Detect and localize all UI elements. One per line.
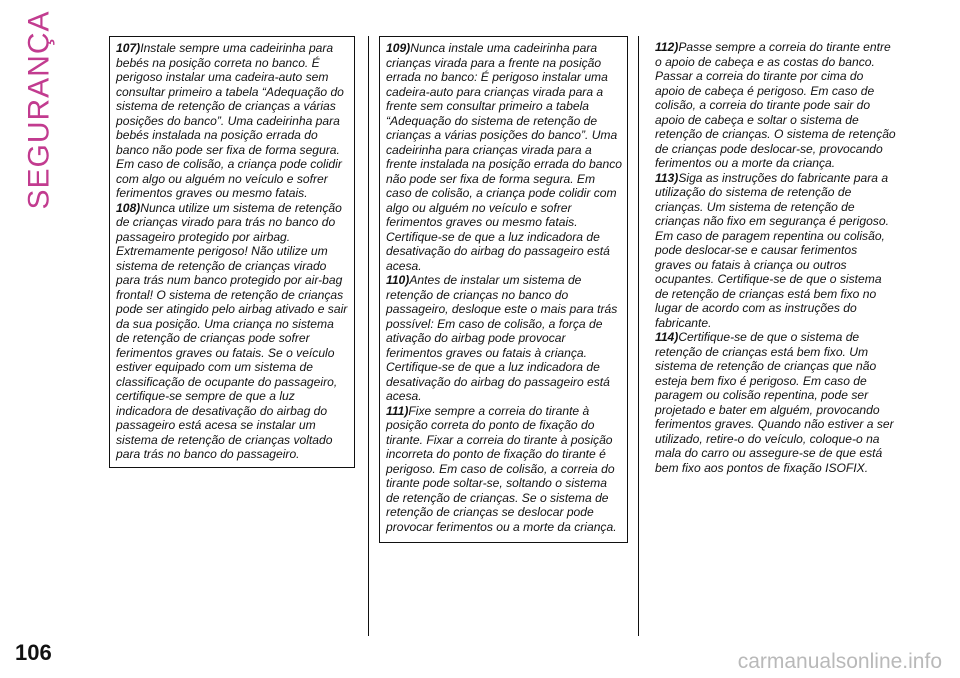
warning-109 (386, 41, 623, 273)
warning-111 (386, 404, 623, 535)
warning-number: 109) (386, 41, 411, 55)
warning-108 (116, 201, 350, 462)
warning-text: Siga as instruções do fabricante para a utilização do sistema de retenção de crianças. Um sistema de retenção de crianças não fixo em segurança é perigoso. Em caso de paragem repentina ou colisão, pode deslocar-se e causar ferimentos graves ou fatais à criança ou outros ocupantes. Certifique-se de que o sistema de retenção de crianças está bem fixo no lugar de acordo com as instruções do fabricante. (655, 170, 889, 330)
column-divider (638, 36, 639, 636)
section-title: SEGURANÇA (23, 10, 57, 210)
warning-110 (386, 273, 623, 404)
warning-number: 107) (116, 41, 141, 55)
warning-box-2 (379, 36, 628, 543)
warning-number: 108) (116, 200, 141, 215)
warning-number: 112) (655, 40, 679, 54)
warning-107 (116, 41, 350, 201)
warning-text: Antes de instalar um sistema de retenção de crianças no banco do passageiro, desloque este o mais para trás possível: Em caso de colisão, a força de ativação do airbag pode provocar ferimentos graves ou fatais à criança. Certifique-se de que a luz indicadora de desativação do airbag do passageiro está acesa. (386, 273, 618, 403)
column-divider (368, 36, 369, 636)
page-number: 106 (15, 640, 52, 665)
warning-text: Fixe sempre a correia do tirante à posição correta do ponto de fixação do tirante. Fixar a correia do tirante à posição incorreta do ponto de fixação do tirante é perigoso. Em caso de colisão, a correia do tirante pode soltar-se, soltando o sistema de retenção de crianças. Se o sistema de retenção de crianças se deslocar pode provocar ferimentos ou a morte da criança. (386, 403, 617, 534)
warning-number: 113) (655, 170, 679, 185)
warning-box-3 (649, 36, 900, 510)
warning-text: Instale sempre uma cadeirinha para bebés na posição correta no banco. É perigoso instalar uma cadeira-auto sem consultar primeiro a tabela “Adequação do sistema de retenção de crianças a várias posições do banco”. Uma cadeirinha para bebés instalada na posição errada do banco não pode ser fixa de forma segura. Em caso de colisão, a criança pode colidir com algo ou alguém no veículo e sofrer ferimentos graves ou mesmo fatais. (116, 41, 344, 200)
warning-text: Certifique-se de que o sistema de retenção de crianças está bem fixo. Um sistema de retenção de crianças que não esteja bem fixo é perigoso. Em caso de paragem ou colisão repentina, pode ser projetado e bater em alguém, provocando ferimentos graves. Quando não estiver a ser utilizado, retire-o do veículo, coloque-o na mala do carro ou assegure-se de que está bem fixo aos pontos de fixação ISOFIX. (655, 330, 894, 475)
warning-114 (655, 330, 896, 475)
warning-number: 111) (386, 403, 409, 418)
warning-box-1 (109, 36, 355, 468)
section-side-tab (20, 10, 60, 210)
warning-number: 114) (655, 330, 679, 344)
warning-112 (655, 40, 896, 171)
warning-text: Nunca utilize um sistema de retenção de crianças virado para trás no banco do passageiro protegido por airbag. Extremamente perigoso! Não utilize um sistema de retenção de crianças virado para trás num banco protegido por air-bag frontal! O sistema de retenção de crianças pode ser atingido pelo airbag ativado e sair da sua posição. Uma criança no sistema de retenção de crianças pode sofrer ferimentos graves ou fatais. Se o veículo estiver equipado com um sistema de classificação de ocupante do passageiro, certifique-se sempre de que a luz indicadora de desativação do airbag do passageiro está acesa se instalar um sistema de retenção de crianças voltado para trás no banco do passageiro. (116, 200, 348, 461)
watermark: carmanualsonline.info (737, 650, 942, 673)
warning-113 (655, 171, 896, 331)
warning-number: 110) (386, 273, 410, 287)
warning-text: Nunca instale uma cadeirinha para crianças virada para a frente na posição errada no banco: É perigoso instalar uma cadeira-auto para crianças virada para a frente sem consultar primeiro a tabela “Adequação do sistema de retenção de crianças a várias posições do banco”. Uma cadeirinha para crianças virada para a frente instalada na posição errada do banco não pode ser fixa de forma segura. Em caso de colisão, a criança pode colidir com algo ou alguém no veículo e sofrer ferimentos graves ou mesmo fatais. Certifique-se de que a luz indicadora de desativação do airbag do passageiro está acesa. (386, 41, 622, 273)
warning-text: Passe sempre a correia do tirante entre o apoio de cabeça e as costas do banco. Passar a correia do tirante por cima do apoio de cabeça é perigoso. Em caso de colisão, a correia do tirante pode sair do apoio de cabeça e soltar o sistema de retenção de crianças. O sistema de retenção de crianças pode deslocar-se, provocando ferimentos ou a morte da criança. (655, 40, 896, 170)
